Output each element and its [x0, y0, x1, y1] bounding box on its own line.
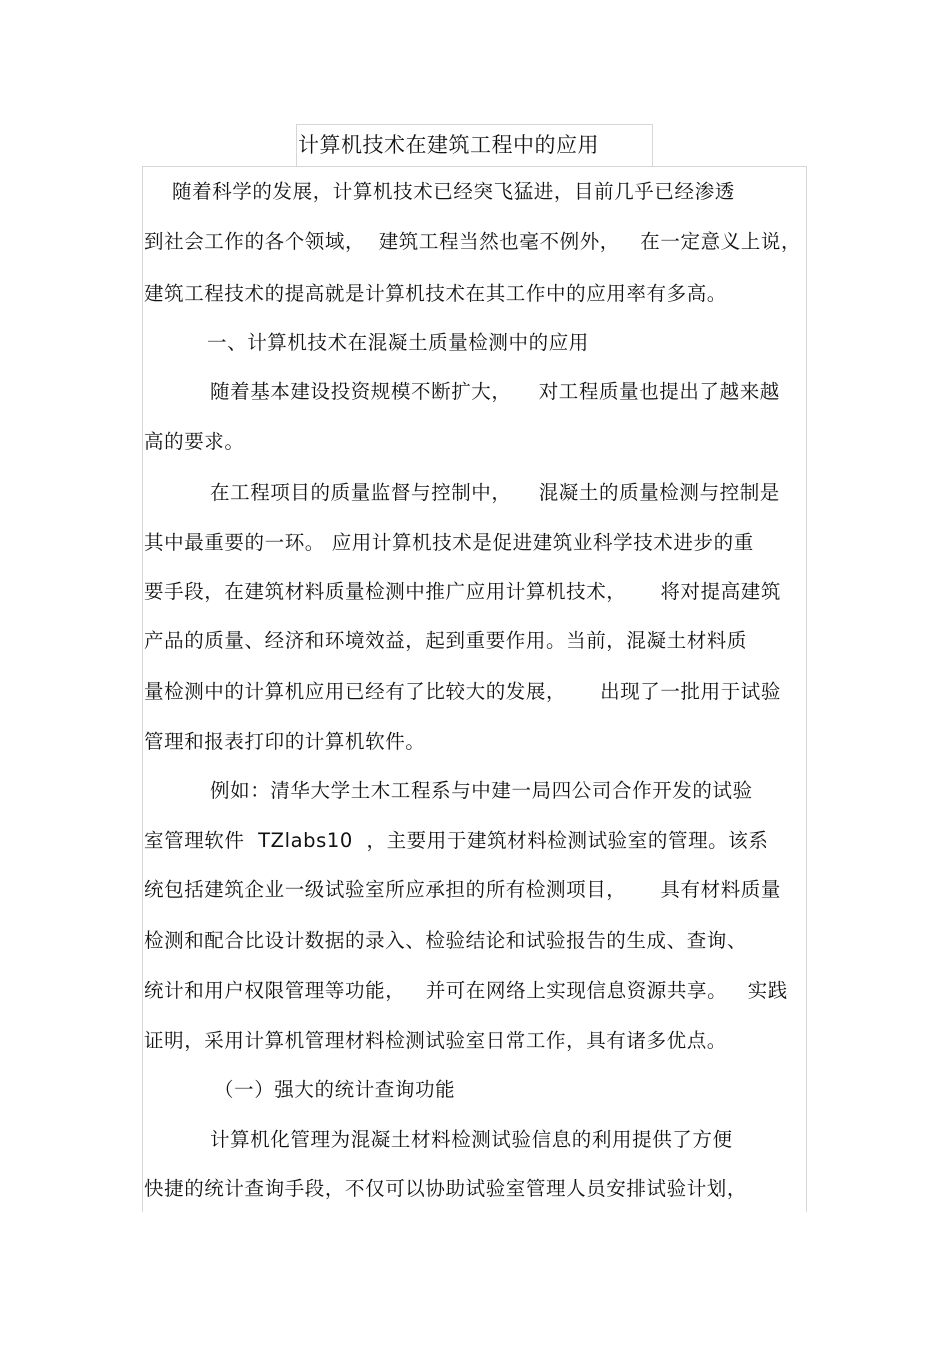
paragraph-line: 例如：清华大学土木工程系与中建一局四公司合作开发的试验 — [210, 779, 753, 802]
subsection-heading: （一）强大的统计查询功能 — [214, 1078, 456, 1101]
paragraph-line: 随着科学的发展，计算机技术已经突飞猛进，目前几乎已经渗透 — [172, 180, 735, 203]
paragraph-line: 统计和用户权限管理等功能， 并可在网络上实现信息资源共享。 实践 — [144, 979, 788, 1002]
paragraph-line: 快捷的统计查询手段，不仅可以协助试验室管理人员安排试验计划， — [144, 1177, 748, 1200]
paragraph-line: 高的要求。 — [144, 430, 245, 453]
paragraph-line: 随着基本建设投资规模不断扩大， 对工程质量也提出了越来越 — [210, 380, 780, 403]
paragraph-line: 量检测中的计算机应用已经有了比较大的发展， 出现了一批用于试验 — [144, 680, 781, 703]
paragraph-line: 在工程项目的质量监督与控制中， 混凝土的质量检测与控制是 — [210, 481, 780, 504]
paragraph-line: 室管理软件 TZlabs10 ，主要用于建筑材料检测试验室的管理。该系 — [144, 829, 769, 852]
paragraph-line: 其中最重要的一环。 应用计算机技术是促进建筑业科学技术进步的重 — [144, 531, 754, 554]
paragraph-line: 计算机化管理为混凝土材料检测试验信息的利用提供了方便 — [210, 1128, 733, 1151]
paragraph-line: 要手段，在建筑材料质量检测中推广应用计算机技术， 将对提高建筑 — [144, 580, 781, 603]
paragraph-line: 建筑工程技术的提高就是计算机技术在其工作中的应用率有多高。 — [144, 282, 727, 305]
frame-top-border — [142, 166, 807, 167]
document-title: 计算机技术在建筑工程中的应用 — [298, 133, 599, 157]
frame-right-border — [806, 166, 807, 1212]
paragraph-line: 到社会工作的各个领域， 建筑工程当然也毫不例外， 在一定意义上说， — [144, 230, 802, 253]
paragraph-line: 管理和报表打印的计算机软件。 — [144, 730, 426, 753]
section-heading: 一、计算机技术在混凝土质量检测中的应用 — [207, 331, 589, 354]
paragraph-line: 证明，采用计算机管理材料检测试验室日常工作，具有诸多优点。 — [144, 1029, 727, 1052]
frame-left-border — [142, 166, 143, 1212]
paragraph-line: 产品的质量、经济和环境效益，起到重要作用。当前，混凝土材料质 — [144, 629, 748, 652]
paragraph-line: 检测和配合比设计数据的录入、检验结论和试验报告的生成、查询、 — [144, 929, 748, 952]
paragraph-line: 统包括建筑企业一级试验室所应承担的所有检测项目， 具有材料质量 — [144, 878, 781, 901]
